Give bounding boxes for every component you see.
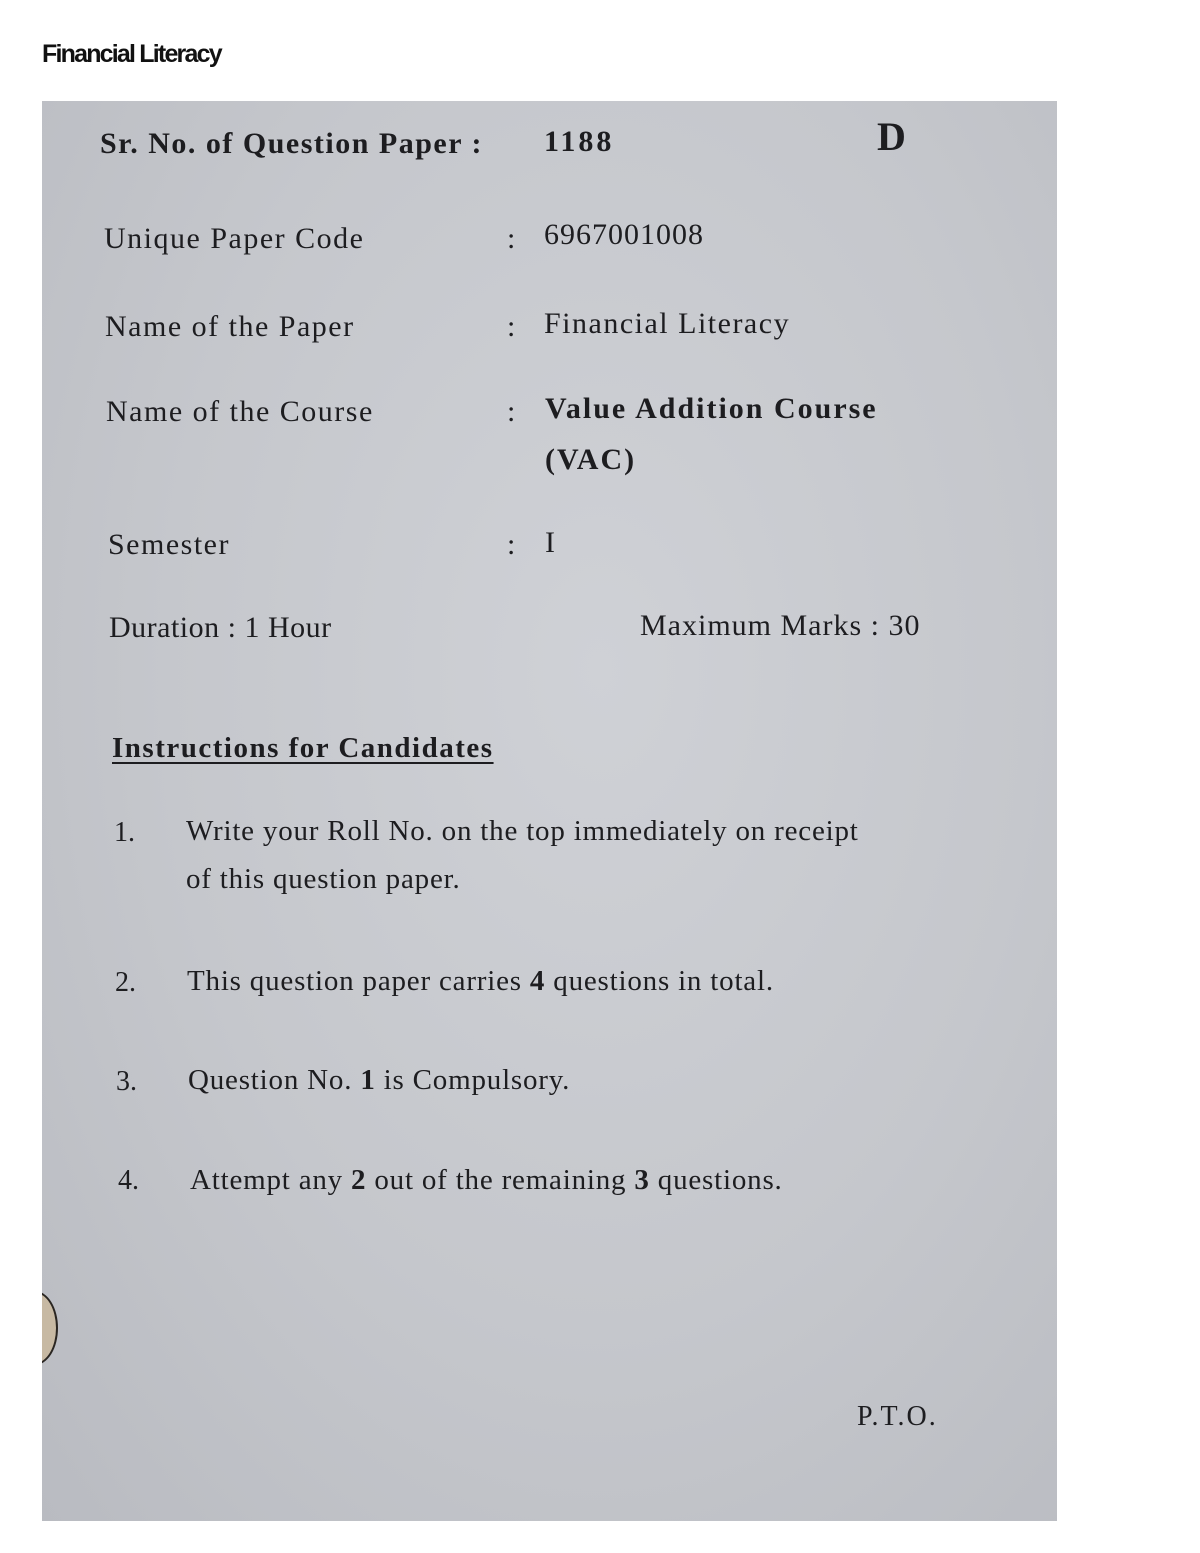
- instruction-line: of this question paper.: [186, 863, 461, 895]
- instruction-number: 2.: [115, 967, 136, 998]
- instruction-text: Attempt any 2 out of the remaining 3 questions.: [190, 1164, 783, 1196]
- instruction-number: 3.: [116, 1066, 137, 1097]
- instruction-number: 1.: [114, 817, 135, 848]
- field-colon: :: [507, 395, 516, 428]
- field-colon: :: [507, 528, 516, 561]
- instruction-number: 4.: [118, 1165, 139, 1196]
- sr-no-label: Sr. No. of Question Paper :: [100, 127, 484, 160]
- page-heading: Financial Literacy: [42, 40, 221, 68]
- maximum-marks: Maximum Marks : 30: [640, 609, 921, 642]
- field-label-semester: Semester: [108, 528, 230, 561]
- field-label-paper-name: Name of the Paper: [105, 310, 355, 343]
- sr-no-value: 1188: [544, 125, 615, 158]
- field-value-course-line1: Value Addition Course: [545, 392, 878, 425]
- set-letter: D: [877, 114, 906, 159]
- pto-footer: P.T.O.: [857, 1401, 938, 1432]
- field-value-paper-name: Financial Literacy: [544, 307, 791, 340]
- instructions-heading: Instructions for Candidates: [112, 732, 494, 764]
- duration: Duration : 1 Hour: [109, 611, 332, 644]
- instruction-text: [186, 807, 859, 903]
- field-colon: :: [507, 310, 516, 343]
- field-value-semester: I: [545, 526, 557, 559]
- field-colon: :: [507, 222, 516, 255]
- question-paper-photo: [42, 101, 1057, 1521]
- field-value-paper-code: 6967001008: [544, 218, 704, 251]
- field-label-paper-code: Unique Paper Code: [104, 222, 365, 255]
- field-value-course-line2: (VAC): [545, 443, 637, 476]
- thumb-shape: [42, 1291, 58, 1365]
- instruction-line: Write your Roll No. on the top immediately on receipt: [186, 815, 859, 847]
- field-label-course-name: Name of the Course: [106, 395, 374, 428]
- instruction-text: This question paper carries 4 questions in total.: [187, 965, 774, 997]
- instruction-text: Question No. 1 is Compulsory.: [188, 1064, 571, 1096]
